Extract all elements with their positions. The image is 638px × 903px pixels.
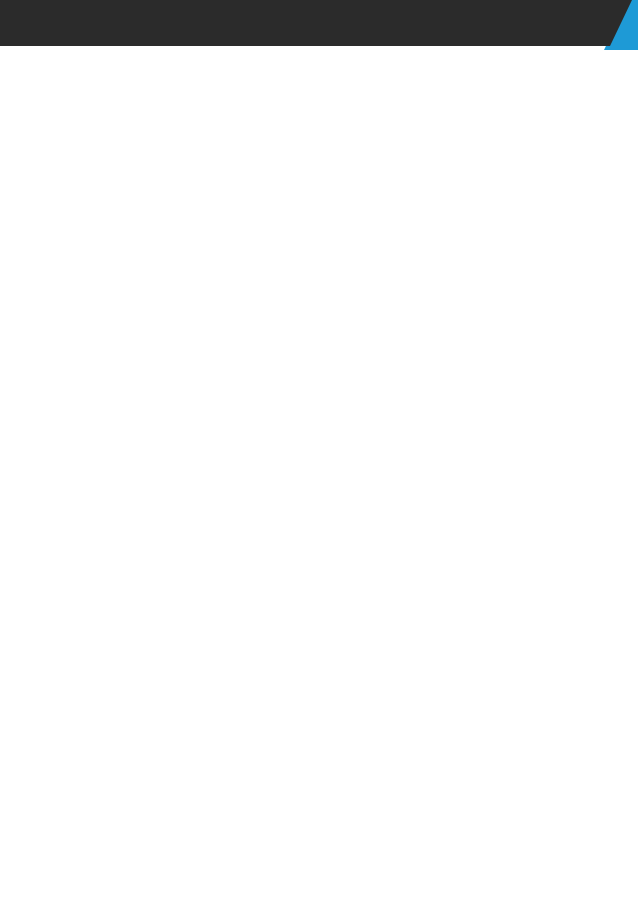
maslow-pyramid-diagram xyxy=(170,410,470,610)
header-bar xyxy=(0,0,638,50)
header-dark-band xyxy=(0,0,632,46)
